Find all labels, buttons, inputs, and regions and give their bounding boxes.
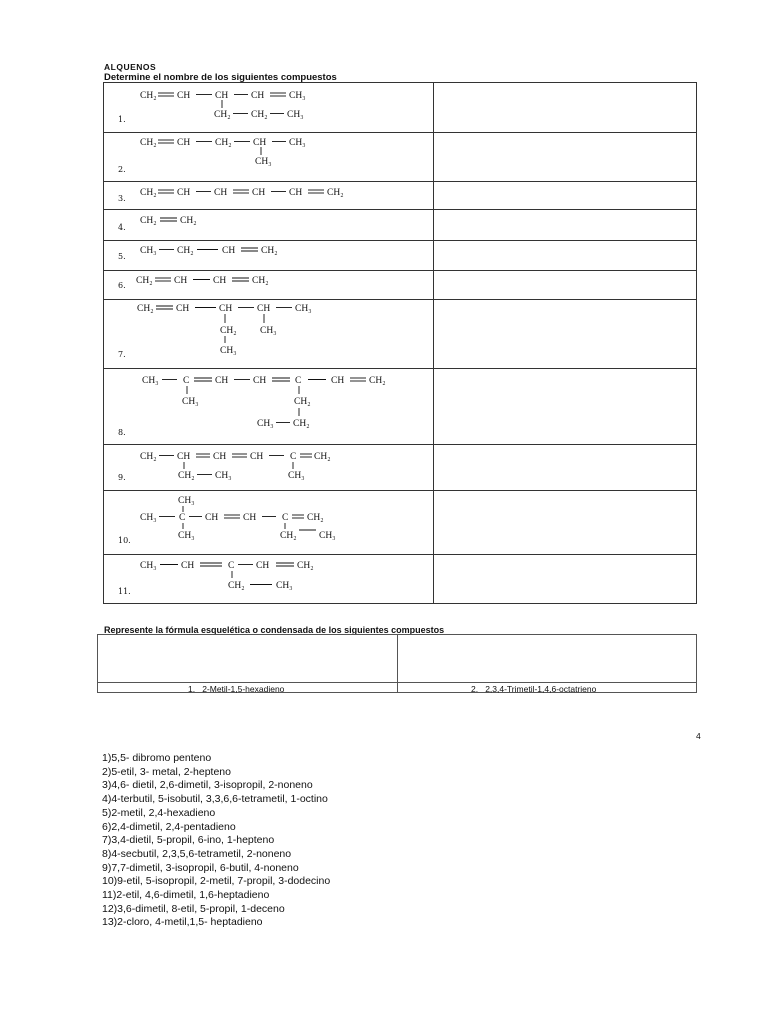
formula-atom: CH₂ [137,304,154,314]
formula-atom: CH₃ [220,346,237,356]
formula-atom: CH₃ [287,110,304,120]
formula-atom: CH₃ [260,326,277,336]
formula-atom: CH [289,188,303,198]
column-divider [397,635,398,692]
formula-atom: CH₂ [140,188,157,198]
list-item: 12)3,6-dimetil, 8-etil, 5-propil, 1-deceno [102,902,285,915]
formula-atom: CH₂ [215,138,232,148]
caption-number: 2. [471,684,479,694]
formula-3 [140,188,344,198]
row-number: 5. [118,252,126,261]
compound-caption-1 [188,684,284,694]
formula-atom: CH₃ [215,471,232,481]
formula-atom: CH₃ [140,246,157,256]
formula-4 [140,216,197,226]
formula-atom: CH₂ [140,216,157,226]
formula-10 [140,496,336,541]
formula-atom: CH₂ [261,246,278,256]
formula-atom: CH₃ [140,513,157,523]
list-item: 11)2-etil, 4,6-dimetil, 1,6-heptadieno [102,889,270,902]
list-item: 5)2-metil, 2,4-hexadieno [102,806,216,819]
formula-atom: CH [215,91,229,101]
formula-atom: CH₃ [257,419,274,429]
list-item: 9)7,7-dimetil, 3-isopropil, 6-butil, 4-noneno [102,861,299,874]
formula-atom: CH₃ [178,496,195,506]
caption-number: 1. [188,684,196,694]
list-item: 6)2,4-dimetil, 2,4-pentadieno [102,820,236,833]
formula-atom: CH₂ [180,216,197,226]
list-item: 4)4-terbutil, 5-isobutil, 3,3,6,6-tetrametil, 1-octino [102,793,328,806]
list-item: 13)2-cloro, 4-metil,1,5- heptadieno [102,916,263,929]
instruction-text: Determine el nombre de los siguientes compuestos [104,72,337,83]
list-item: 8)4-secbutil, 2,3,5,6-tetrametil, 2-noneno [102,847,292,860]
formula-atom: CH₂ [297,561,314,571]
compound-name-list [102,752,330,930]
row-number: 11. [118,587,131,596]
formula-atom: CH₃ [182,397,199,407]
page-number: 4 [696,731,701,741]
formula-atom: CH [219,304,233,314]
list-item: 7)3,4-dietil, 5-propil, 6-ino, 1-hepteno [102,834,275,847]
formula-atom: CH₂ [327,188,344,198]
formula-6 [136,276,269,286]
compounds-table [103,82,697,604]
formula-atom: CH₃ [276,581,293,591]
formula-atom: CH [177,452,191,462]
caption-name: 2,3,4-Trimetil-1,4,6-octatrieno [485,684,597,694]
row-number: 3. [118,194,126,203]
formula-atom: CH₃ [319,531,336,541]
formula-atom: CH [250,452,264,462]
formula-atom: CH₂ [220,326,237,336]
formula-atom: C [295,376,302,386]
row-number: 9. [118,473,126,482]
formula-atom: CH₂ [280,531,297,541]
formula-atom: CH [257,304,271,314]
formula-atom: CH₃ [142,376,159,386]
row-number: 7. [118,350,126,359]
formula-atom: CH₃ [289,138,306,148]
formula-atom: CH [181,561,195,571]
formula-atom: CH₂ [140,138,157,148]
formula-atom: CH [214,188,228,198]
formula-atom: CH₂ [178,471,195,481]
formula-9 [140,452,331,481]
formula-atom: CH₃ [178,531,195,541]
formula-atom: CH₂ [252,276,269,286]
row-divider [98,682,696,683]
list-item: 2)5-etil, 3- metal, 2-hepteno [102,765,231,778]
formula-11 [140,561,314,591]
formula-atom: C [290,452,297,462]
formula-atom: CH [176,304,190,314]
formula-atom: C [179,513,186,523]
compound-caption-2 [471,684,596,694]
formula-atom: CH [252,188,266,198]
formula-atom: CH₃ [255,157,272,167]
row-number: 8. [118,428,126,437]
formula-atom: CH [256,561,270,571]
formula-atom: CH₂ [251,110,268,120]
formula-7 [137,304,312,356]
row-number: 2. [118,165,126,174]
row-number: 6. [118,281,126,290]
skeletal-formula-table [97,634,697,693]
caption-name: 2-Metil-1,5-hexadieno [202,684,285,694]
formula-atom: CH₃ [295,304,312,314]
formula-1 [140,91,306,120]
formula-atom: CH [177,188,191,198]
formula-atom: CH₂ [177,246,194,256]
formula-atom: CH [253,376,267,386]
formula-atom: CH [243,513,257,523]
formula-atom: CH₂ [214,110,231,120]
list-item: 10)9-etil, 5-isopropil, 2-metil, 7-propil, 3-dodecino [102,875,331,888]
formula-atom: CH₂ [140,452,157,462]
formula-atom: CH [251,91,265,101]
formula-atom: C [282,513,289,523]
formula-atom: CH₂ [369,376,386,386]
formula-5 [140,246,278,256]
formula-atom: CH₂ [136,276,153,286]
formula-atom: CH₃ [288,471,305,481]
formula-atom: CH [253,138,267,148]
formula-atom: CH [213,276,227,286]
formula-atom: CH₃ [140,561,157,571]
formula-atom: CH [215,376,229,386]
formula-2 [140,138,306,167]
formula-atom: CH [174,276,188,286]
formula-atom: CH₂ [294,397,311,407]
formula-atom: CH [213,452,227,462]
section-heading: ALQUENOS [104,62,157,72]
formula-atom: CH [177,91,191,101]
section2-instruction: Represente la fórmula esquelética o condensada de los siguientes compuestos [104,625,445,635]
row-number: 1. [118,115,126,124]
list-item: 3)4,6- dietil, 2,6-dimetil, 3-isopropil, 2-noneno [102,779,313,792]
formula-atom: CH₂ [228,581,245,591]
formula-atom: CH₂ [314,452,331,462]
formula-atom: CH [331,376,345,386]
row-number: 4. [118,223,126,232]
formula-8 [142,376,386,429]
formula-atom: CH₃ [289,91,306,101]
formula-atom: CH [177,138,191,148]
formula-atom: CH₂ [140,91,157,101]
row-number: 10. [118,536,131,545]
formula-atom: C [228,561,235,571]
formula-atom: CH [205,513,219,523]
structural-formulas [104,83,434,605]
formula-atom: CH₂ [293,419,310,429]
formula-atom: CH₂ [307,513,324,523]
list-item: 1)5,5- dibromo penteno [102,752,212,764]
formula-atom: C [183,376,190,386]
formula-atom: CH [222,246,236,256]
